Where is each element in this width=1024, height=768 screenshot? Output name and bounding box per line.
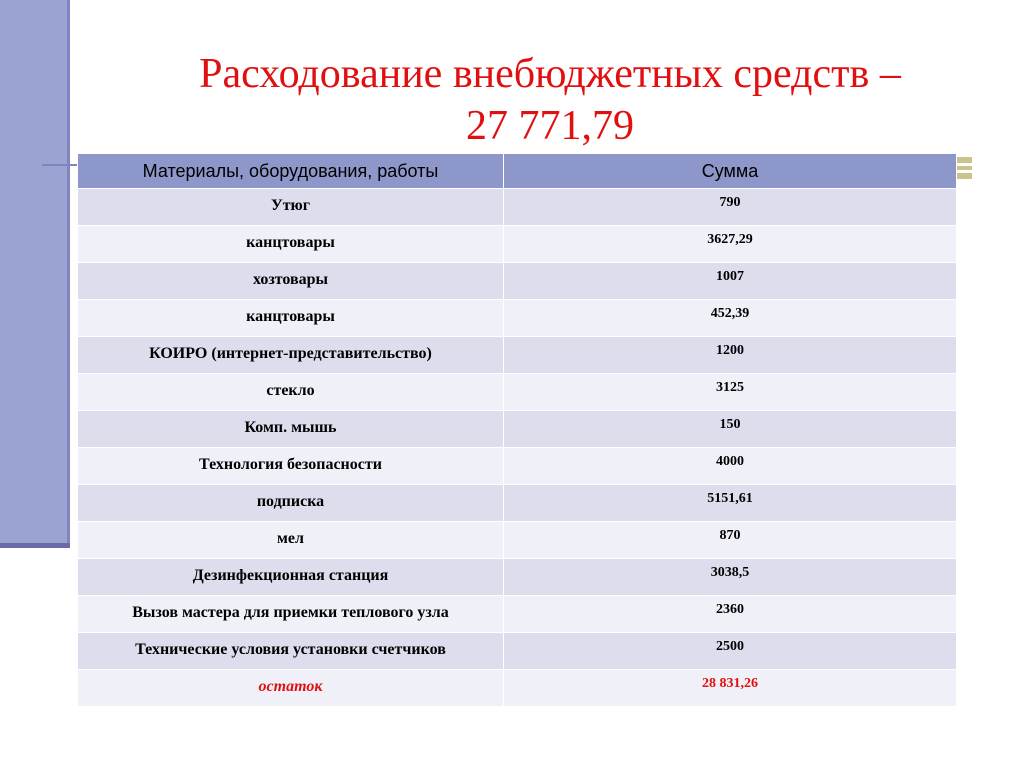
decoration-line [42,164,78,166]
remainder-label: остаток [78,670,504,707]
slide-title [90,48,1010,152]
row-item-amount: 870 [504,522,957,559]
table-row [78,485,957,522]
slide-title-line1: Расходование внебюджетных средств – [199,51,901,97]
row-item-name: Технические условия установки счетчиков [78,633,504,670]
row-item-amount: 452,39 [504,300,957,337]
row-item-name: подписка [78,485,504,522]
side-decoration-bar [0,0,67,543]
table-row [78,300,957,337]
table-row [78,522,957,559]
expenses-table [77,153,957,707]
table-row [78,411,957,448]
row-item-amount: 790 [504,189,957,226]
row-item-name: Утюг [78,189,504,226]
row-item-name: Комп. мышь [78,411,504,448]
row-item-amount: 150 [504,411,957,448]
row-item-name: КОИРО (интернет-представительство) [78,337,504,374]
row-item-amount: 2360 [504,596,957,633]
row-item-amount: 2500 [504,633,957,670]
row-item-amount: 3627,29 [504,226,957,263]
table-row [78,374,957,411]
row-item-name: канцтовары [78,300,504,337]
row-item-name: Технология безопасности [78,448,504,485]
row-item-name: хозтовары [78,263,504,300]
column-header-amount: Сумма [504,154,957,189]
row-item-amount: 4000 [504,448,957,485]
table-row [78,337,957,374]
table-row [78,559,957,596]
table-header-row [78,154,957,189]
row-item-name: канцтовары [78,226,504,263]
side-decoration-edge [67,0,70,548]
column-header-items: Материалы, оборудования, работы [78,154,504,189]
row-item-amount: 3125 [504,374,957,411]
table-row [78,596,957,633]
row-item-name: Вызов мастера для приемки теплового узла [78,596,504,633]
table-row [78,189,957,226]
table-row [78,263,957,300]
row-item-name: Дезинфекционная станция [78,559,504,596]
table-row [78,226,957,263]
slide-title-line2: 27 771,79 [466,103,634,149]
row-item-name: мел [78,522,504,559]
row-item-amount: 1200 [504,337,957,374]
row-item-name: стекло [78,374,504,411]
row-item-amount: 5151,61 [504,485,957,522]
table-row [78,633,957,670]
decoration-mark-icon [956,157,972,179]
row-item-amount: 3038,5 [504,559,957,596]
table-total-row [78,670,957,707]
side-decoration-shadow [0,543,70,548]
row-item-amount: 1007 [504,263,957,300]
table-row [78,448,957,485]
remainder-amount: 28 831,26 [504,670,957,707]
